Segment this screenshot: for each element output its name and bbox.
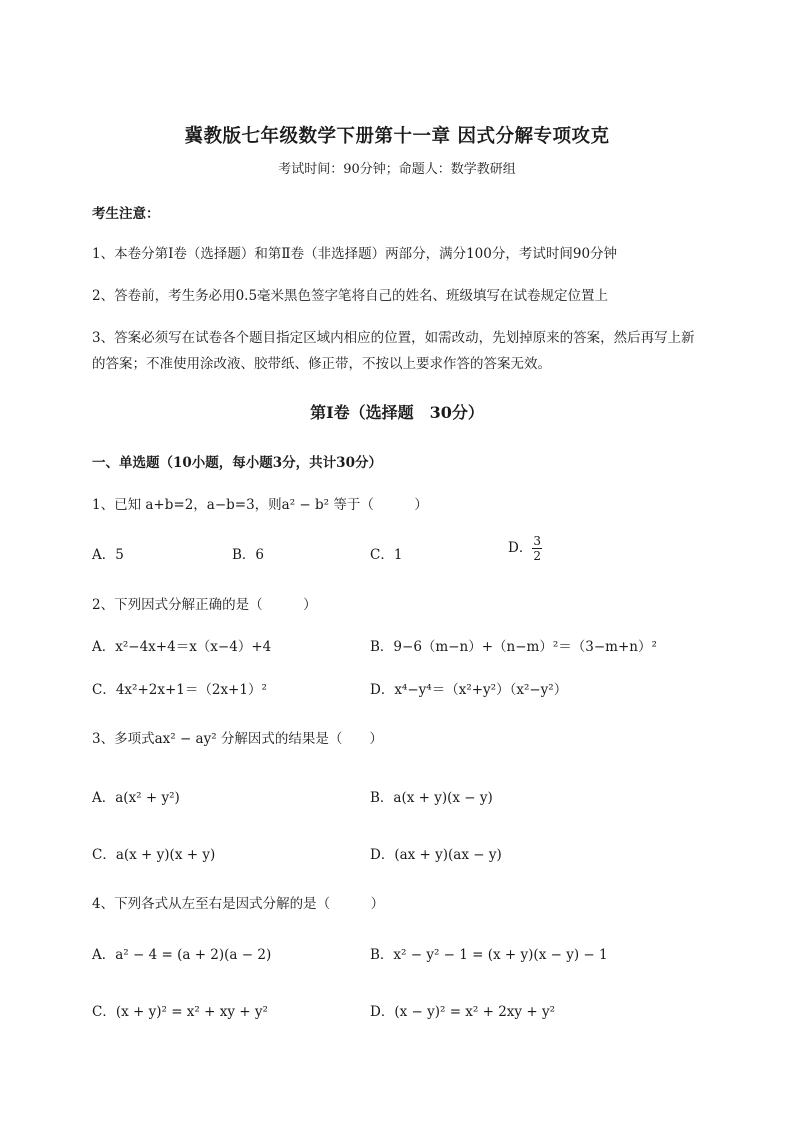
question-2-stem: 2、下列因式分解正确的是（ ）	[92, 597, 317, 613]
notice-item-3-cont: 的答案；不准使用涂改液、胶带纸、修正带，不按以上要求作答的答案无效。	[92, 356, 551, 372]
exam-info: 考试时间：90分钟；命题人：数学教研组	[278, 162, 516, 177]
question-4-option-c[interactable]: C．(x + y)² = x² + xy + y²	[92, 1004, 268, 1020]
notice-heading: 考生注意：	[92, 206, 160, 222]
fraction-denominator: 2	[533, 549, 541, 563]
question-3-option-c[interactable]: C．a(x + y)(x + y)	[92, 847, 216, 863]
question-3-option-a[interactable]: A．a(x² + y²)	[92, 790, 180, 806]
question-1-option-c[interactable]: C．1	[370, 547, 403, 563]
section-title: 第I卷（选择题 30分）	[310, 403, 484, 422]
notice-item-3: 3、答案必须写在试卷各个题目指定区域内相应的位置，如需改动，先划掉原来的答案，然后再写上新	[92, 330, 695, 346]
fraction	[532, 534, 542, 563]
question-1-option-d[interactable]	[508, 534, 542, 563]
question-2-option-c[interactable]: C．4x²+2x+1＝（2x+1）²	[92, 682, 267, 698]
question-1-option-b[interactable]: B．6	[232, 547, 265, 563]
question-3-option-d[interactable]: D．(ax + y)(ax − y)	[370, 847, 502, 863]
question-1-option-a[interactable]: A．5	[92, 547, 124, 563]
question-2-option-a[interactable]: A．x²−4x+4＝x（x−4）+4	[92, 639, 272, 655]
question-4-option-d[interactable]: D．(x − y)² = x² + 2xy + y²	[370, 1004, 555, 1020]
notice-item-1: 1、本卷分第I卷（选择题）和第Ⅱ卷（非选择题）两部分，满分100分，考试时间90分钟	[92, 246, 618, 262]
question-4-option-b[interactable]: B．x² − y² − 1 = (x + y)(x − y) − 1	[370, 947, 608, 963]
part-heading: 一、单选题（10小题，每小题3分，共计30分）	[92, 455, 382, 471]
option-d-label: D．	[508, 540, 533, 556]
question-4-stem: 4、下列各式从左至右是因式分解的是（ ）	[92, 896, 385, 912]
question-4-option-a[interactable]: A．a² − 4 = (a + 2)(a − 2)	[92, 947, 272, 963]
fraction-numerator: 3	[533, 534, 541, 548]
question-3-option-b[interactable]: B．a(x + y)(x − y)	[370, 790, 493, 806]
notice-item-2: 2、答卷前，考生务必用0.5毫米黑色签字笔将自己的姓名、班级填写在试卷规定位置上	[92, 288, 609, 304]
question-2-option-b[interactable]: B．9−6（m−n）+（n−m）²＝（3−m+n）²	[370, 639, 657, 655]
question-3-stem: 3、多项式ax² − ay² 分解因式的结果是（ ）	[92, 731, 383, 747]
page-title: 冀教版七年级数学下册第十一章 因式分解专项攻克	[184, 126, 610, 147]
question-1-stem: 1、已知 a+b=2，a−b=3，则a² − b² 等于（ ）	[92, 497, 428, 513]
question-2-option-d[interactable]: D．x⁴−y⁴＝（x²+y²）（x²−y²）	[370, 682, 568, 698]
